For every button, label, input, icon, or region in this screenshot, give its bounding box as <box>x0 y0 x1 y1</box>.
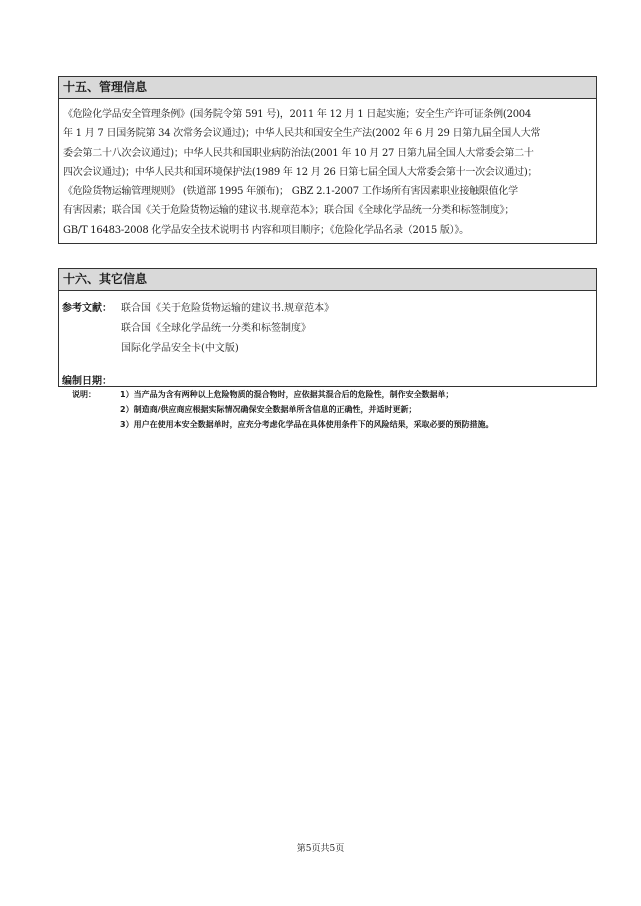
compile-date-label: 编制日期： <box>62 376 112 387</box>
note-item: 3）用户在使用本安全数据单时，应充分考虑化学品在具体使用条件下的风险结果，采取必要的预防措施。 <box>120 420 494 429</box>
section-15-body <box>59 99 596 240</box>
reference-item: 联合国《关于危险货物运输的建议书.规章范本》 <box>121 303 335 314</box>
section-16-other-info <box>58 268 597 387</box>
reference-item: 联合国《全球化学品统一分类和标签制度》 <box>121 323 311 334</box>
regulatory-text-line: 《危险化学品安全管理条例》(国务院令第 591 号)，2011 年 12 月 1 日起实施；安全生产许可证条例(2004 <box>63 109 532 120</box>
note-item: 2）制造商/供应商应根据实际情况确保安全数据单所含信息的正确性，并适时更新； <box>120 405 417 414</box>
regulatory-text-line: 委会第二十八次会议通过)；中华人民共和国职业病防治法(2001 年 10 月 27 日第九届全国人大常委会第二十 <box>63 147 534 159</box>
note-item: 1）当产品为含有两种以上危险物质的混合物时，应依据其混合后的危险性，制作安全数据单； <box>120 390 454 399</box>
section-15-regulatory-info <box>58 76 597 244</box>
page-number: 第5页共5页 <box>296 844 345 854</box>
regulatory-text-line: 年 1 月 7 日国务院第 34 次常务会议通过)；中华人民共和国安全生产法(2002 年 6 月 29 日第九届全国人大常 <box>63 128 541 140</box>
regulatory-text-line: 《危险货物运输管理规则》 (铁道部 1995 年颁布)； GBZ 2.1-2007 工作场所有害因素职业接触限值化学 <box>63 186 518 198</box>
references-label: 参考文献： <box>62 303 112 314</box>
regulatory-text-line: 有害因素；联合国《关于危险货物运输的建议书.规章范本》；联合国《全球化学品统一分类和标签制度》； <box>63 205 515 217</box>
reference-item: 国际化学品安全卡(中文版) <box>121 343 239 354</box>
section-16-title: 十六、其它信息 <box>59 269 596 291</box>
section-15-title: 十五、管理信息 <box>59 77 596 99</box>
regulatory-text-line: GB/T 16483-2008 化学品安全技术说明书 内容和项目顺序；《危险化学品名录（2015 版）》。 <box>63 224 469 236</box>
notes-label: 说明： <box>72 390 96 399</box>
regulatory-text-line: 四次会议通过)；中华人民共和国环境保护法(1989 年 12 月 26 日第七届全国人大常委会第十一次会议通过)； <box>63 166 538 178</box>
